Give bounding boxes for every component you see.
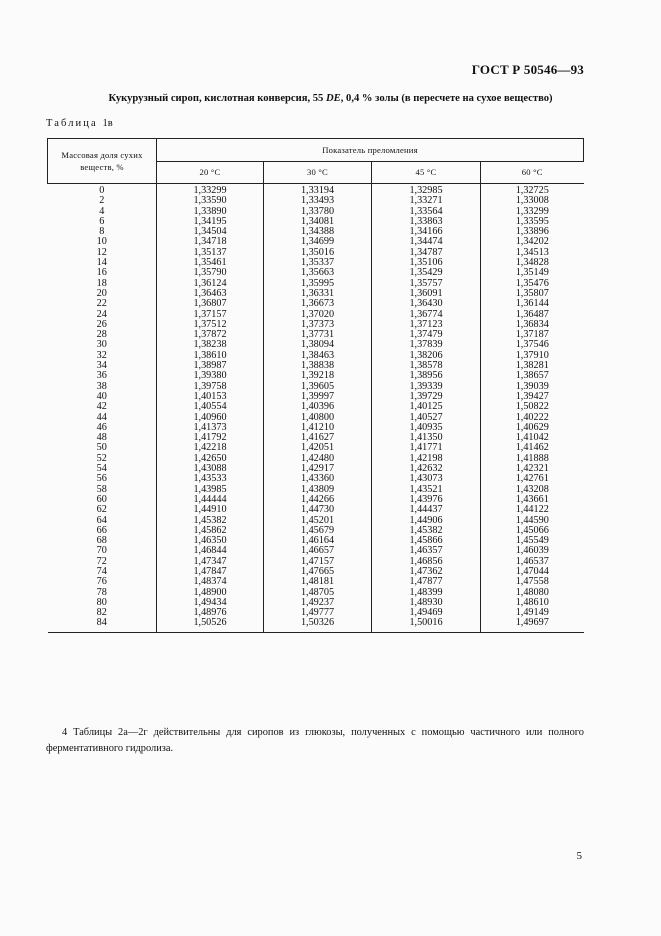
refractive-index-cell: 1,35149 bbox=[481, 268, 584, 278]
refractive-index-cell: 1,40960 bbox=[157, 413, 264, 423]
refractive-index-cell: 1,35461 bbox=[157, 258, 264, 268]
refractive-index-cell: 1,35429 bbox=[372, 268, 481, 278]
refractive-index-cell: 1,34787 bbox=[372, 248, 481, 258]
refractive-index-cell: 1,44444 bbox=[157, 495, 264, 505]
column-header: 30 °С bbox=[264, 161, 372, 184]
mass-header-line1: Массовая доля сухих bbox=[61, 150, 143, 160]
refractive-index-cell: 1,45382 bbox=[157, 516, 264, 526]
table-row bbox=[48, 618, 584, 632]
refractive-index-cell: 1,43360 bbox=[264, 474, 372, 484]
refractive-index-cell: 1,36807 bbox=[157, 299, 264, 309]
refractive-index-cell: 1,42218 bbox=[157, 443, 264, 453]
refractive-index-cell: 1,42650 bbox=[157, 454, 264, 464]
refractive-index-cell: 1,39758 bbox=[157, 382, 264, 392]
refractive-index-cell: 1,44437 bbox=[372, 505, 481, 515]
refractive-index-cell: 1,32725 bbox=[481, 184, 584, 197]
refractive-index-cell: 1,37512 bbox=[157, 320, 264, 330]
refractive-index-cell: 1,41210 bbox=[264, 423, 372, 433]
refractive-index-cell: 1,41771 bbox=[372, 443, 481, 453]
refractive-index-cell: 1,38206 bbox=[372, 351, 481, 361]
refractive-index-cell: 1,39218 bbox=[264, 371, 372, 381]
refractive-index-cell: 1,34202 bbox=[481, 237, 584, 247]
refractive-index-cell: 1,46350 bbox=[157, 536, 264, 546]
refractive-index-cell: 1,39605 bbox=[264, 382, 372, 392]
refractive-index-cell: 1,49469 bbox=[372, 608, 481, 618]
refractive-index-cell: 1,32985 bbox=[372, 184, 481, 197]
refractive-index-cell: 1,34474 bbox=[372, 237, 481, 247]
refractive-index-cell: 1,38956 bbox=[372, 371, 481, 381]
refractive-index-cell: 1,35757 bbox=[372, 279, 481, 289]
table-label-word: Таблица bbox=[46, 118, 98, 129]
refractive-index-cell: 1,41462 bbox=[481, 443, 584, 453]
mass-fraction-cell: 36 bbox=[96, 370, 107, 382]
refractive-index-cell: 1,39997 bbox=[264, 392, 372, 402]
table-title bbox=[0, 93, 661, 104]
refractive-index-cell: 1,44122 bbox=[481, 505, 584, 515]
mass-fraction-cell: 14 bbox=[96, 257, 107, 269]
refractive-index-cell: 1,34166 bbox=[372, 227, 481, 237]
refractive-index-cell: 1,38094 bbox=[264, 340, 372, 350]
mass-fraction-header bbox=[48, 139, 157, 184]
mass-fraction-cell: 76 bbox=[96, 576, 107, 588]
refractive-index-cell: 1,39380 bbox=[157, 371, 264, 381]
refractive-index-cell: 1,40125 bbox=[372, 402, 481, 412]
refractive-index-cell: 1,42051 bbox=[264, 443, 372, 453]
mass-fraction-cell: 2 bbox=[99, 195, 105, 207]
refractive-index-cell: 1,36144 bbox=[481, 299, 584, 309]
mass-fraction-cell: 84 bbox=[48, 618, 157, 632]
refractive-index-cell: 1,37546 bbox=[481, 340, 584, 350]
refractive-index-cell: 1,50326 bbox=[264, 618, 372, 632]
refractive-index-cell: 1,36124 bbox=[157, 279, 264, 289]
refractive-index-cell: 1,34504 bbox=[157, 227, 264, 237]
refractive-index-cell: 1,48705 bbox=[264, 588, 372, 598]
mass-fraction-cell: 74 bbox=[96, 565, 107, 577]
refractive-index-cell: 1,42761 bbox=[481, 474, 584, 484]
refractive-index-cell: 1,39039 bbox=[481, 382, 584, 392]
mass-fraction-cell: 4 bbox=[99, 205, 105, 217]
refractive-index-cell: 1,36463 bbox=[157, 289, 264, 299]
refractive-index-cell: 1,48399 bbox=[372, 588, 481, 598]
mass-fraction-cell: 64 bbox=[96, 514, 107, 526]
refractive-index-cell: 1,37123 bbox=[372, 320, 481, 330]
refractive-index-cell: 1,38463 bbox=[264, 351, 372, 361]
mass-fraction-cell: 62 bbox=[96, 504, 107, 516]
refractive-index-cell: 1,45201 bbox=[264, 516, 372, 526]
refractive-index-cell: 1,34828 bbox=[481, 258, 584, 268]
refractive-index-cell: 1,46856 bbox=[372, 557, 481, 567]
refractive-index-cell: 1,47347 bbox=[157, 557, 264, 567]
mass-fraction-cell: 0 bbox=[99, 185, 105, 196]
mass-fraction-cell: 60 bbox=[96, 493, 107, 505]
refractive-index-cell: 1,35476 bbox=[481, 279, 584, 289]
mass-fraction-cell: 8 bbox=[99, 226, 105, 238]
refractive-index-cell: 1,38838 bbox=[264, 361, 372, 371]
refractive-index-cell: 1,33008 bbox=[481, 196, 584, 206]
refractive-index-cell: 1,43976 bbox=[372, 495, 481, 505]
refractive-index-cell: 1,36091 bbox=[372, 289, 481, 299]
refractive-index-cell: 1,46164 bbox=[264, 536, 372, 546]
refractive-index-cell: 1,35337 bbox=[264, 258, 372, 268]
mass-fraction-cell: 10 bbox=[96, 236, 107, 248]
refractive-index-cell: 1,41042 bbox=[481, 433, 584, 443]
refractive-index-cell: 1,45066 bbox=[481, 526, 584, 536]
refractive-index-cell: 1,44910 bbox=[157, 505, 264, 515]
document-code: ГОСТ Р 50546—93 bbox=[471, 62, 584, 77]
table-row bbox=[48, 402, 584, 412]
refractive-index-cell: 1,41373 bbox=[157, 423, 264, 433]
refractive-index-cell: 1,48900 bbox=[157, 588, 264, 598]
column-header: 45 °С bbox=[372, 161, 481, 184]
mass-fraction-cell: 6 bbox=[99, 215, 105, 227]
refractive-index-cell: 1,45862 bbox=[157, 526, 264, 536]
mass-fraction-cell: 38 bbox=[96, 380, 107, 392]
mass-fraction-cell: 40 bbox=[96, 390, 107, 402]
refractive-index-cell: 1,49149 bbox=[481, 608, 584, 618]
refractive-index-cell: 1,48080 bbox=[481, 588, 584, 598]
refractive-index-cell: 1,43533 bbox=[157, 474, 264, 484]
mass-fraction-cell: 16 bbox=[96, 267, 107, 279]
title-text-emphasis: DE bbox=[326, 93, 341, 104]
refractive-index-cell: 1,47847 bbox=[157, 567, 264, 577]
refractive-index-cell: 1,40222 bbox=[481, 413, 584, 423]
refractive-index-cell: 1,33299 bbox=[157, 184, 264, 197]
refractive-index-cell: 1,34195 bbox=[157, 217, 264, 227]
page-number: 5 bbox=[576, 850, 582, 862]
refractive-index-cell: 1,35106 bbox=[372, 258, 481, 268]
refractive-index-cell: 1,47558 bbox=[481, 577, 584, 587]
refractive-index-cell: 1,48610 bbox=[481, 598, 584, 608]
refractive-index-cell: 1,34513 bbox=[481, 248, 584, 258]
refractive-index-cell: 1,40554 bbox=[157, 402, 264, 412]
refractive-index-cell: 1,35790 bbox=[157, 268, 264, 278]
refractive-index-cell: 1,44590 bbox=[481, 516, 584, 526]
refractive-index-cell: 1,40527 bbox=[372, 413, 481, 423]
refractive-index-cell: 1,40396 bbox=[264, 402, 372, 412]
mass-fraction-cell: 78 bbox=[96, 586, 107, 598]
refractive-index-cell: 1,37157 bbox=[157, 310, 264, 320]
mass-fraction-cell: 42 bbox=[96, 401, 107, 413]
mass-fraction-cell: 24 bbox=[96, 308, 107, 320]
mass-fraction-cell: 12 bbox=[96, 246, 107, 258]
refractive-index-cell: 1,36834 bbox=[481, 320, 584, 330]
refractive-index-cell: 1,35016 bbox=[264, 248, 372, 258]
refractive-index-cell: 1,33493 bbox=[264, 196, 372, 206]
refractive-index-cell: 1,38987 bbox=[157, 361, 264, 371]
column-header: 20 °С bbox=[157, 161, 264, 184]
mass-fraction-cell: 44 bbox=[96, 411, 107, 423]
refractive-index-cell: 1,37731 bbox=[264, 330, 372, 340]
refractive-index-cell: 1,42917 bbox=[264, 464, 372, 474]
refractive-index-cell: 1,33863 bbox=[372, 217, 481, 227]
refractive-index-cell: 1,50822 bbox=[481, 402, 584, 412]
refractive-index-cell: 1,38610 bbox=[157, 351, 264, 361]
refractive-index-cell: 1,37839 bbox=[372, 340, 481, 350]
refractive-index-cell: 1,36774 bbox=[372, 310, 481, 320]
refractive-index-cell: 1,37910 bbox=[481, 351, 584, 361]
mass-fraction-cell: 52 bbox=[96, 452, 107, 464]
refractive-index-cell: 1,37187 bbox=[481, 330, 584, 340]
mass-fraction-cell: 22 bbox=[96, 298, 107, 310]
refractive-index-cell: 1,38281 bbox=[481, 361, 584, 371]
refractive-index-group-header: Показатель преломления bbox=[157, 139, 584, 162]
refractive-index-cell: 1,47877 bbox=[372, 577, 481, 587]
refractive-index-cell: 1,41350 bbox=[372, 433, 481, 443]
refractive-index-cell: 1,37479 bbox=[372, 330, 481, 340]
refractive-index-cell: 1,35995 bbox=[264, 279, 372, 289]
mass-fraction-cell: 26 bbox=[96, 318, 107, 330]
title-text-after: , 0,4 % золы (в пересчете на сухое вещество) bbox=[340, 93, 553, 104]
refractive-index-cell: 1,44730 bbox=[264, 505, 372, 515]
refractive-index-cell: 1,40629 bbox=[481, 423, 584, 433]
refractive-index-cell: 1,38657 bbox=[481, 371, 584, 381]
refractive-index-cell: 1,36331 bbox=[264, 289, 372, 299]
refractive-index-cell: 1,48930 bbox=[372, 598, 481, 608]
refractive-index-cell: 1,34388 bbox=[264, 227, 372, 237]
refractive-index-cell: 1,45549 bbox=[481, 536, 584, 546]
refractive-index-cell: 1,47362 bbox=[372, 567, 481, 577]
refractive-index-cell: 1,37872 bbox=[157, 330, 264, 340]
refractive-index-cell: 1,49697 bbox=[481, 618, 584, 632]
mass-fraction-cell: 70 bbox=[96, 545, 107, 557]
refractive-index-cell: 1,42632 bbox=[372, 464, 481, 474]
refractive-index-cell: 1,37020 bbox=[264, 310, 372, 320]
refractive-index-cell: 1,49434 bbox=[157, 598, 264, 608]
refractive-index-cell: 1,50526 bbox=[157, 618, 264, 632]
refractive-index-cell: 1,49237 bbox=[264, 598, 372, 608]
refractive-index-cell: 1,47665 bbox=[264, 567, 372, 577]
mass-fraction-cell: 18 bbox=[96, 277, 107, 289]
refractive-index-cell: 1,34699 bbox=[264, 237, 372, 247]
mass-fraction-cell: 68 bbox=[96, 535, 107, 547]
mass-fraction-cell: 34 bbox=[96, 360, 107, 372]
refractive-index-cell: 1,38238 bbox=[157, 340, 264, 350]
mass-fraction-cell: 20 bbox=[96, 287, 107, 299]
refractive-index-cell: 1,48374 bbox=[157, 577, 264, 587]
refractive-index-cell: 1,35663 bbox=[264, 268, 372, 278]
refractive-index-cell: 1,45382 bbox=[372, 526, 481, 536]
mass-fraction-cell: 58 bbox=[96, 483, 107, 495]
refractive-index-cell: 1,50016 bbox=[372, 618, 481, 632]
refractive-index-cell: 1,45866 bbox=[372, 536, 481, 546]
refractive-index-cell: 1,37373 bbox=[264, 320, 372, 330]
refractive-index-cell: 1,40153 bbox=[157, 392, 264, 402]
refractive-index-cell: 1,33271 bbox=[372, 196, 481, 206]
mass-fraction-cell: 48 bbox=[96, 432, 107, 444]
table-body bbox=[48, 184, 584, 633]
refractive-index-cell: 1,33590 bbox=[157, 196, 264, 206]
mass-fraction-cell: 72 bbox=[96, 555, 107, 567]
refractive-index-cell: 1,46657 bbox=[264, 546, 372, 556]
refractive-index-cell: 1,34081 bbox=[264, 217, 372, 227]
refractive-index-cell: 1,35137 bbox=[157, 248, 264, 258]
mass-fraction-cell: 54 bbox=[96, 463, 107, 475]
refractive-index-cell: 1,33299 bbox=[481, 207, 584, 217]
refractive-index-cell: 1,47044 bbox=[481, 567, 584, 577]
refractive-index-cell: 1,35807 bbox=[481, 289, 584, 299]
mass-fraction-cell: 50 bbox=[96, 442, 107, 454]
refractive-index-table bbox=[47, 138, 584, 633]
table-label bbox=[46, 118, 113, 129]
refractive-index-cell: 1,45679 bbox=[264, 526, 372, 536]
mass-fraction-cell: 66 bbox=[96, 524, 107, 536]
note-paragraph: 4 Таблицы 2а—2г действительны для сиропов из глюкозы, полученных с помощью частичного или полного ферментативного гидролиза. bbox=[46, 727, 584, 754]
refractive-index-cell: 1,33564 bbox=[372, 207, 481, 217]
refractive-index-cell: 1,47157 bbox=[264, 557, 372, 567]
column-header: 60 °С bbox=[481, 161, 584, 184]
refractive-index-cell: 1,44906 bbox=[372, 516, 481, 526]
mass-fraction-cell: 56 bbox=[96, 473, 107, 485]
table-label-number: 1в bbox=[102, 118, 113, 129]
refractive-index-cell: 1,33896 bbox=[481, 227, 584, 237]
refractive-index-cell: 1,38578 bbox=[372, 361, 481, 371]
refractive-index-cell: 1,44266 bbox=[264, 495, 372, 505]
mass-fraction-cell: 32 bbox=[96, 349, 107, 361]
mass-fraction-cell: 46 bbox=[96, 421, 107, 433]
refractive-index-cell: 1,39427 bbox=[481, 392, 584, 402]
refractive-index-cell: 1,41888 bbox=[481, 454, 584, 464]
refractive-index-cell: 1,42198 bbox=[372, 454, 481, 464]
mass-fraction-cell: 80 bbox=[96, 596, 107, 608]
refractive-index-cell: 1,33194 bbox=[264, 184, 372, 197]
refractive-index-cell: 1,33890 bbox=[157, 207, 264, 217]
refractive-index-cell: 1,39339 bbox=[372, 382, 481, 392]
refractive-index-cell: 1,48181 bbox=[264, 577, 372, 587]
mass-fraction-cell: 30 bbox=[96, 339, 107, 351]
refractive-index-cell: 1,43521 bbox=[372, 485, 481, 495]
refractive-index-cell: 1,33595 bbox=[481, 217, 584, 227]
refractive-index-cell: 1,46357 bbox=[372, 546, 481, 556]
refractive-index-cell: 1,33780 bbox=[264, 207, 372, 217]
refractive-index-cell: 1,40935 bbox=[372, 423, 481, 433]
refractive-index-cell: 1,39729 bbox=[372, 392, 481, 402]
refractive-index-cell: 1,43661 bbox=[481, 495, 584, 505]
refractive-index-cell: 1,46537 bbox=[481, 557, 584, 567]
refractive-index-cell: 1,43088 bbox=[157, 464, 264, 474]
refractive-index-cell: 1,43208 bbox=[481, 485, 584, 495]
mass-fraction-cell: 82 bbox=[96, 607, 107, 619]
refractive-index-cell: 1,42480 bbox=[264, 454, 372, 464]
refractive-index-cell: 1,43985 bbox=[157, 485, 264, 495]
refractive-index-cell: 1,48976 bbox=[157, 608, 264, 618]
refractive-index-cell: 1,49777 bbox=[264, 608, 372, 618]
refractive-index-cell: 1,36487 bbox=[481, 310, 584, 320]
refractive-index-cell: 1,43073 bbox=[372, 474, 481, 484]
refractive-index-cell: 1,43809 bbox=[264, 485, 372, 495]
refractive-index-cell: 1,46844 bbox=[157, 546, 264, 556]
refractive-index-cell: 1,40800 bbox=[264, 413, 372, 423]
title-text-before: Кукурузный сироп, кислотная конверсия, 55 bbox=[108, 93, 326, 104]
table-row bbox=[48, 505, 584, 515]
refractive-index-cell: 1,36673 bbox=[264, 299, 372, 309]
refractive-index-cell: 1,46039 bbox=[481, 546, 584, 556]
refractive-index-cell: 1,36430 bbox=[372, 299, 481, 309]
mass-fraction-cell: 28 bbox=[96, 329, 107, 341]
refractive-index-cell: 1,41792 bbox=[157, 433, 264, 443]
refractive-index-cell: 1,41627 bbox=[264, 433, 372, 443]
refractive-index-cell: 1,34718 bbox=[157, 237, 264, 247]
mass-header-line2: веществ, % bbox=[80, 162, 124, 172]
refractive-index-cell: 1,42321 bbox=[481, 464, 584, 474]
